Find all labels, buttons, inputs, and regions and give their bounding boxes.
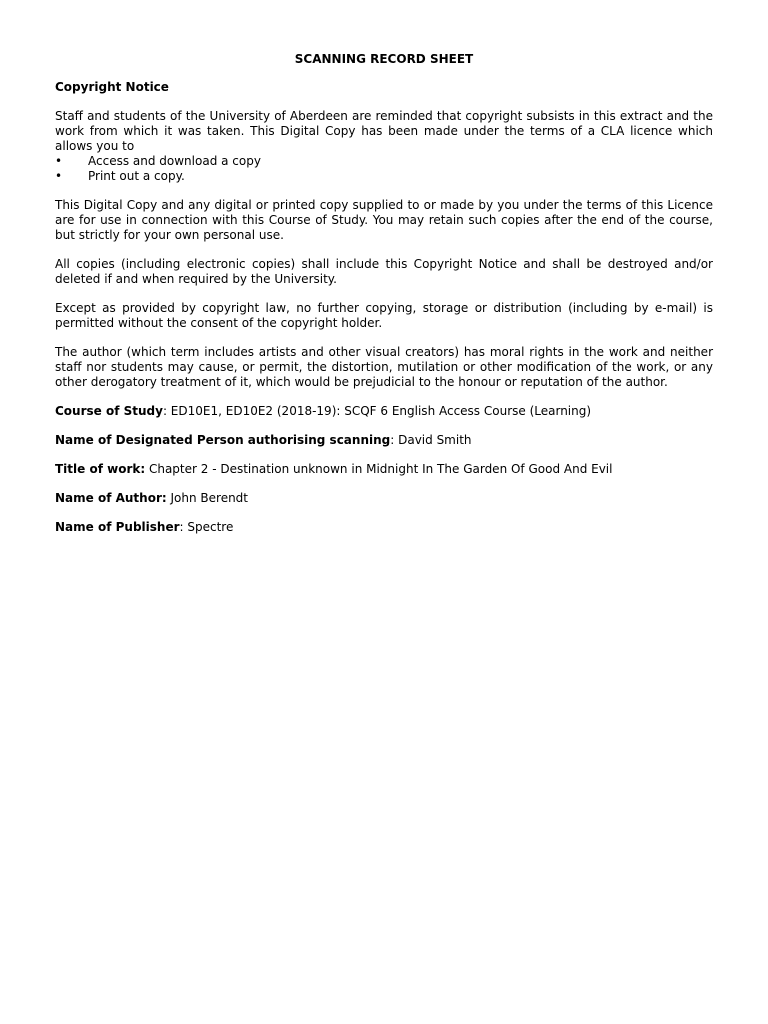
title-of-work-value: Chapter 2 - Destination unknown in Midnight In The Garden Of Good And Evil bbox=[145, 462, 613, 476]
licence-permissions-list bbox=[55, 154, 713, 184]
course-of-study-value: : ED10E1, ED10E2 (2018-19): SCQF 6 English Access Course (Learning) bbox=[162, 404, 592, 418]
document-title: SCANNING RECORD SHEET bbox=[294, 52, 474, 66]
publisher-field bbox=[55, 520, 713, 535]
personal-use-paragraph: This Digital Copy and any digital or printed copy supplied to or made by you under the terms of this Licence are for use in connection with this Course of Study. You may retain such copies after the end of the course, but strictly for your own personal use. bbox=[55, 198, 713, 242]
bullet-icon: • bbox=[55, 169, 63, 183]
author-field bbox=[55, 491, 713, 506]
copyright-intro-paragraph: Staff and students of the University of Aberdeen are reminded that copyright subsists in this extract and the work from which it was taken. This Digital Copy has been made under the terms of a CLA licence which allows you to bbox=[55, 109, 713, 153]
course-of-study-field bbox=[55, 404, 713, 419]
copies-notice-paragraph: All copies (including electronic copies) shall include this Copyright Notice and shall be destroyed and/or deleted if and when required by the University. bbox=[55, 257, 713, 286]
course-of-study-label: Course of Study bbox=[55, 404, 163, 418]
designated-person-label: Name of Designated Person authorising scanning bbox=[55, 433, 391, 447]
bullet-icon: • bbox=[55, 154, 63, 168]
designated-person-field bbox=[55, 433, 713, 448]
publisher-value: : Spectre bbox=[179, 520, 234, 534]
list-item-text: Access and download a copy bbox=[88, 154, 261, 168]
list-item bbox=[55, 169, 713, 184]
designated-person-value: : David Smith bbox=[390, 433, 472, 447]
publisher-label: Name of Publisher bbox=[55, 520, 180, 534]
copyright-notice-heading: Copyright Notice bbox=[55, 80, 169, 94]
title-of-work-label: Title of work: bbox=[55, 462, 146, 476]
list-item bbox=[55, 154, 713, 169]
author-label: Name of Author: bbox=[55, 491, 167, 505]
author-value: John Berendt bbox=[166, 491, 249, 505]
list-item-text: Print out a copy. bbox=[88, 169, 185, 183]
scanning-record-sheet bbox=[55, 52, 713, 549]
title-of-work-field bbox=[55, 462, 713, 477]
moral-rights-paragraph: The author (which term includes artists and other visual creators) has moral rights in the work and neither staff nor students may cause, or permit, the distortion, mutilation or other modification of the work, or any other derogatory treatment of it, which would be prejudicial to the honour or reputation of the author. bbox=[55, 345, 713, 389]
copying-restriction-paragraph: Except as provided by copyright law, no further copying, storage or distribution (including by e-mail) is permitted without the consent of the copyright holder. bbox=[55, 301, 713, 330]
